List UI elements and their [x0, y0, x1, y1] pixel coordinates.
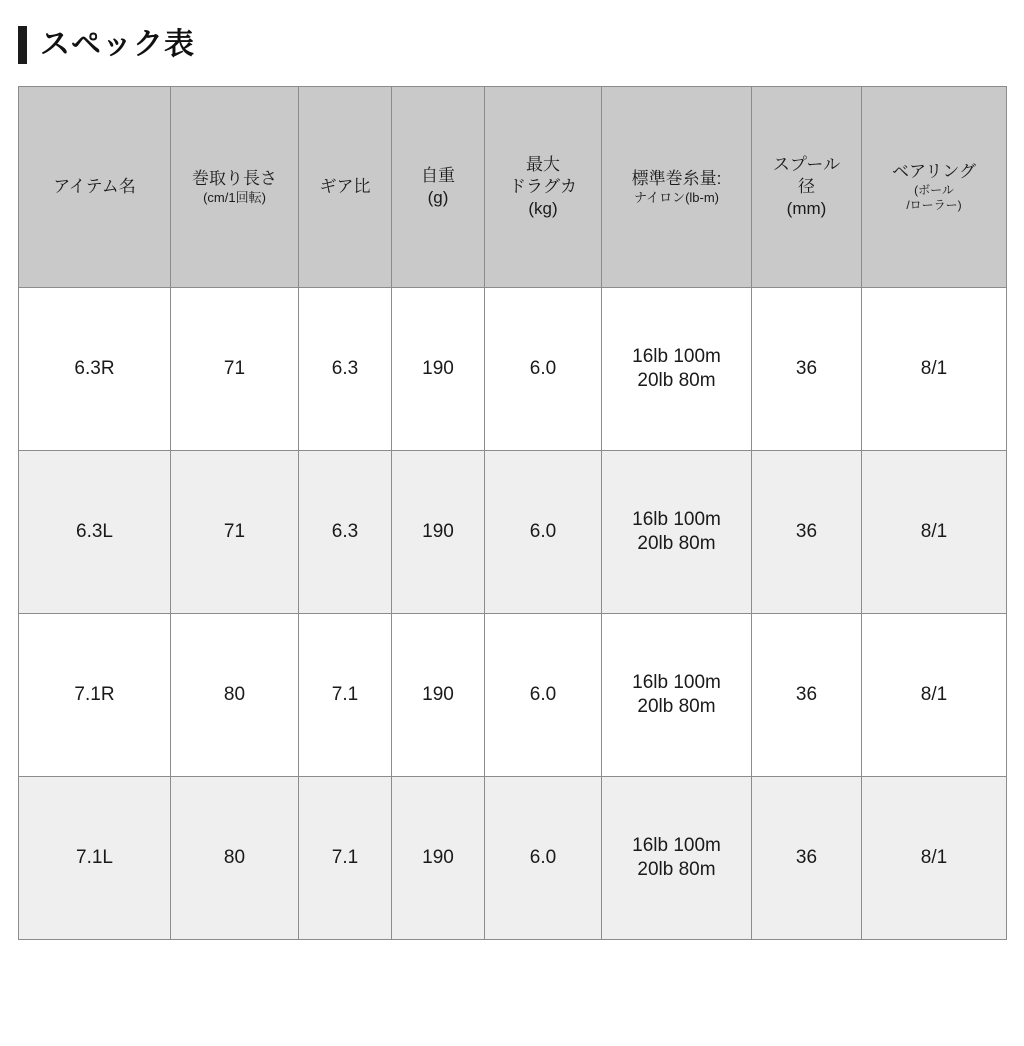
column-header-item-name-line1: アイテム名	[53, 177, 136, 197]
cell-bearings: 8/1	[862, 451, 1007, 614]
cell-bearings: 8/1	[862, 777, 1007, 940]
column-header-spool-diameter-line2: 径	[798, 177, 815, 197]
cell-line-capacity	[602, 614, 752, 777]
cell-item-name: 7.1R	[19, 614, 171, 777]
cell-line-capacity-line2: 20lb 80m	[637, 696, 716, 717]
column-header-retrieve-length-unit: (cm/1回転)	[203, 189, 266, 205]
column-header-spool-diameter-unit: (mm)	[786, 198, 827, 218]
cell-line-capacity-line1: 16lb 100m	[632, 671, 721, 693]
spec-table-head	[19, 87, 1007, 288]
cell-spool-diameter: 36	[752, 777, 862, 940]
cell-line-capacity	[602, 288, 752, 451]
table-row	[19, 288, 1007, 451]
column-header-weight	[392, 87, 485, 288]
cell-line-capacity	[602, 451, 752, 614]
column-header-item-name	[19, 87, 171, 288]
cell-spool-diameter: 36	[752, 614, 862, 777]
cell-max-drag: 6.0	[485, 777, 602, 940]
cell-max-drag: 6.0	[485, 288, 602, 451]
cell-bearings: 8/1	[862, 614, 1007, 777]
column-header-bearings-sub2: /ローラー)	[906, 197, 962, 212]
cell-spool-diameter: 36	[752, 451, 862, 614]
column-header-bearings	[862, 87, 1007, 288]
column-header-max-drag-line2: ドラグカ	[509, 177, 577, 197]
column-header-line-capacity-unit: ナイロン(lb-m)	[633, 189, 720, 205]
column-header-max-drag-unit: (kg)	[528, 198, 558, 218]
page-title	[18, 22, 1024, 68]
column-header-line-capacity-line1: 標準巻糸量:	[631, 168, 722, 188]
cell-retrieve-length: 80	[171, 777, 299, 940]
spec-sheet-page	[0, 22, 1024, 1046]
cell-item-name: 6.3L	[19, 451, 171, 614]
cell-retrieve-length: 71	[171, 288, 299, 451]
table-row	[19, 451, 1007, 614]
cell-gear-ratio: 6.3	[299, 288, 392, 451]
cell-spool-diameter: 36	[752, 288, 862, 451]
column-header-spool-diameter-line1: スプール	[772, 155, 841, 175]
cell-max-drag: 6.0	[485, 614, 602, 777]
cell-item-name: 6.3R	[19, 288, 171, 451]
column-header-bearings-sub1: (ボール	[914, 182, 954, 197]
spec-table-body	[19, 288, 1007, 940]
cell-gear-ratio: 7.1	[299, 614, 392, 777]
column-header-spool-diameter	[752, 87, 862, 288]
cell-line-capacity	[602, 777, 752, 940]
column-header-retrieve-length	[171, 87, 299, 288]
cell-line-capacity-line2: 20lb 80m	[637, 533, 716, 554]
cell-item-name: 7.1L	[19, 777, 171, 940]
cell-retrieve-length: 71	[171, 451, 299, 614]
column-header-retrieve-length-line1: 巻取り長さ	[192, 168, 277, 188]
table-row	[19, 614, 1007, 777]
title-accent-bar	[18, 26, 27, 64]
cell-retrieve-length: 80	[171, 614, 299, 777]
cell-line-capacity-line1: 16lb 100m	[632, 834, 721, 856]
cell-weight: 190	[392, 451, 485, 614]
cell-line-capacity-line1: 16lb 100m	[632, 508, 721, 530]
table-row	[19, 777, 1007, 940]
column-header-gear-ratio-line1: ギア比	[319, 177, 371, 197]
column-header-gear-ratio	[299, 87, 392, 288]
cell-weight: 190	[392, 614, 485, 777]
cell-line-capacity-line2: 20lb 80m	[637, 859, 716, 880]
spec-table	[18, 86, 1007, 940]
page-title-text: スペック表	[40, 28, 195, 61]
cell-gear-ratio: 6.3	[299, 451, 392, 614]
column-header-weight-line1: 自重	[421, 166, 455, 186]
column-header-line-capacity	[602, 87, 752, 288]
column-header-max-drag	[485, 87, 602, 288]
cell-weight: 190	[392, 777, 485, 940]
cell-gear-ratio: 7.1	[299, 777, 392, 940]
cell-weight: 190	[392, 288, 485, 451]
cell-bearings: 8/1	[862, 288, 1007, 451]
cell-max-drag: 6.0	[485, 451, 602, 614]
table-header-row	[19, 87, 1007, 288]
cell-line-capacity-line1: 16lb 100m	[632, 345, 721, 367]
column-header-bearings-line1: ベアリング	[892, 161, 976, 181]
cell-line-capacity-line2: 20lb 80m	[637, 370, 716, 391]
column-header-max-drag-line1: 最大	[526, 155, 560, 175]
column-header-weight-unit: (g)	[427, 188, 449, 207]
spec-table-container	[18, 86, 1006, 940]
